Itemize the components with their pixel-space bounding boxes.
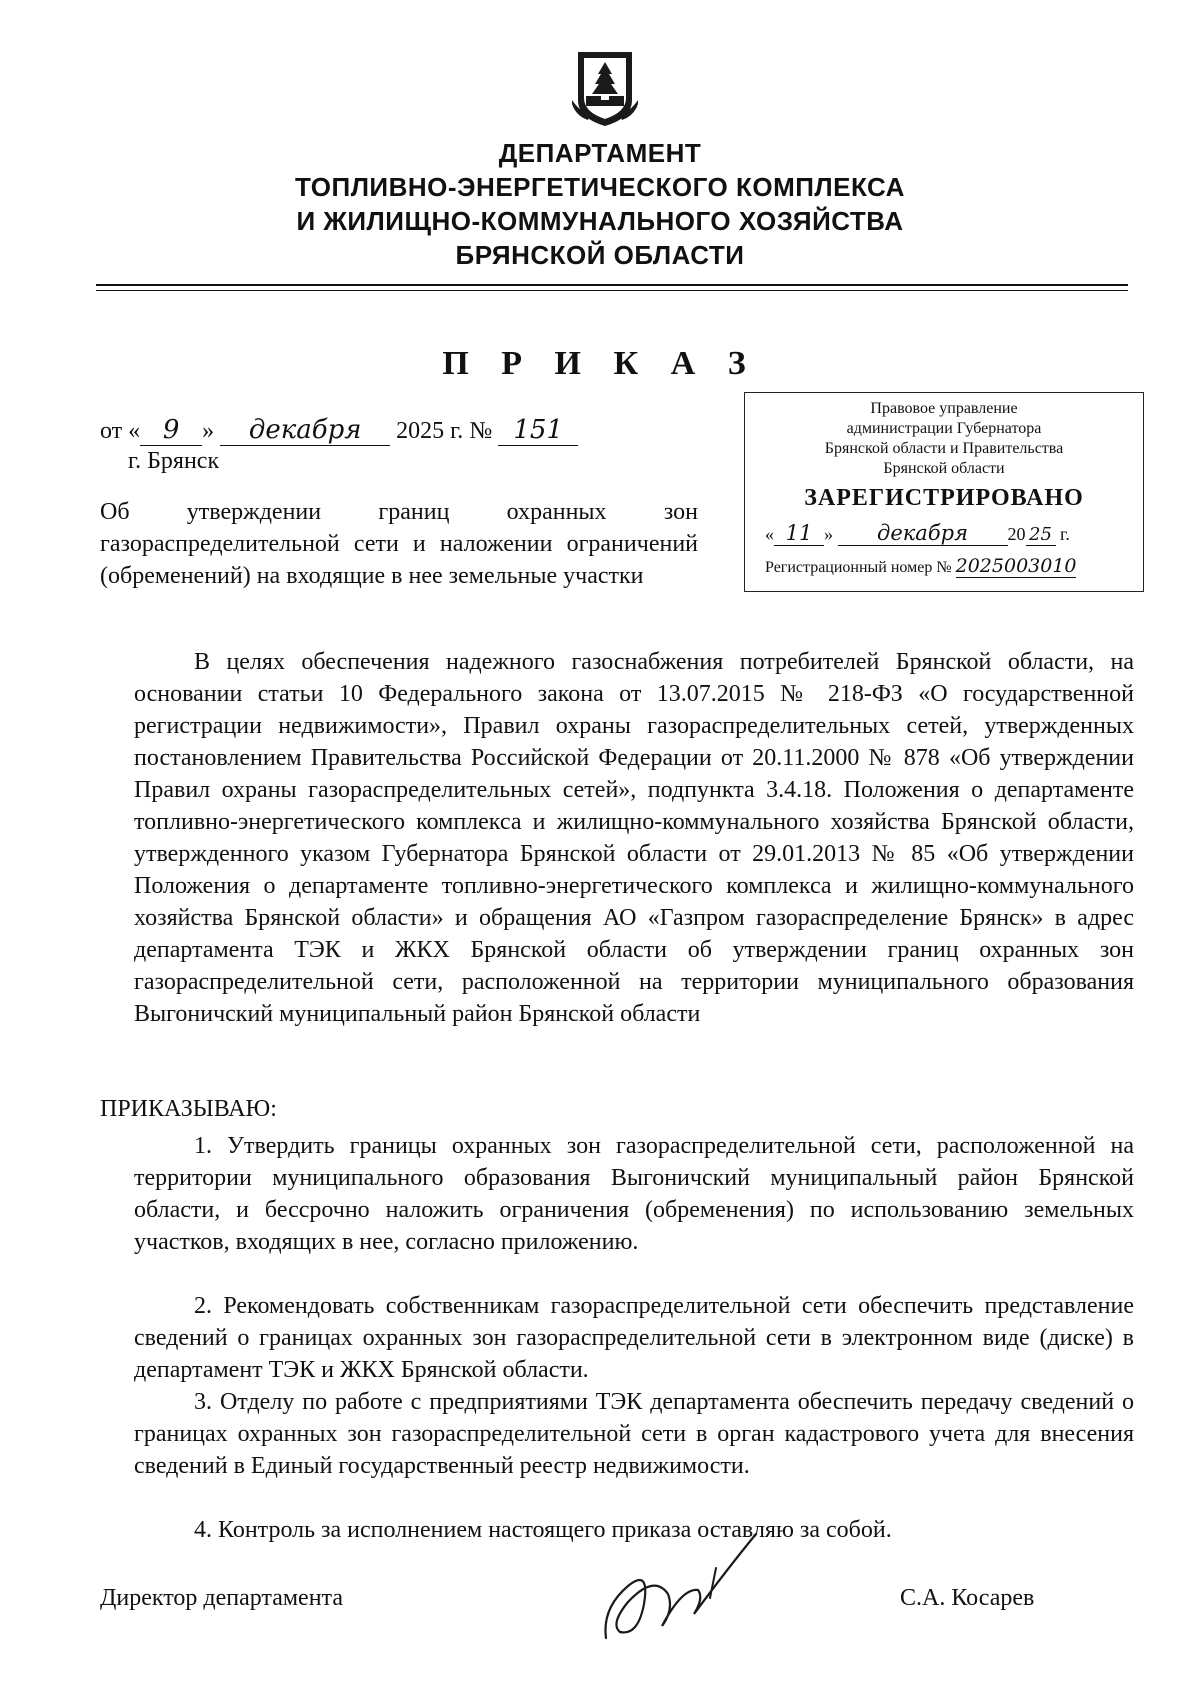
date-month: декабря (220, 415, 390, 446)
stamp-date-open: « (765, 524, 774, 544)
stamp-reg-number-line (765, 555, 1076, 578)
stamp-date (765, 521, 1070, 546)
header-rule-bottom (96, 290, 1128, 291)
department-name-line-3: И ЖИЛИЩНО-КОММУНАЛЬНОГО ХОЗЯЙСТВА (296, 206, 904, 236)
stamp-registered: ЗАРЕГИСТРИРОВАНО (804, 485, 1084, 511)
signature-mark (598, 1528, 768, 1646)
stamp-line: Правовое управление (870, 400, 1018, 417)
date-year: 2025 г. (396, 418, 464, 444)
stamp-year-end: г. (1060, 524, 1070, 544)
city: г. Брянск (128, 448, 220, 474)
coat-of-arms-icon (570, 48, 640, 128)
date-number-line (100, 415, 578, 446)
signatory-position: Директор департамента (100, 1585, 343, 1611)
stamp-reg-label: Регистрационный номер № (765, 559, 952, 576)
header-rule-top (96, 284, 1128, 286)
stamp-authority (745, 399, 1143, 479)
department-name-line-2: ТОПЛИВНО-ЭНЕРГЕТИЧЕСКОГО КОМПЛЕКСА (295, 172, 905, 202)
stamp-month: декабря (838, 521, 1008, 546)
document-subject: Об утверждении границ охранных зон газораспределительной сети и наложении ограничений (обременений) на входящие в нее земельные участки (100, 499, 698, 589)
document-title: П Р И К А З (442, 345, 758, 382)
stamp-line: Брянской области и Правительства (824, 440, 1064, 457)
stamp-date-close: » (824, 524, 833, 544)
stamp-day: 11 (774, 521, 824, 546)
stamp-line: Брянской области (883, 460, 1005, 477)
order-item-3: 3. Отделу по работе с предприятиями ТЭК департамента обеспечить передачу сведений о границах охранных зон газораспределительной сети в орган кадастрового учета для внесения сведений в Единый государственный реестр недвижимости. (134, 1389, 1134, 1479)
department-name-line-1: ДЕПАРТАМЕНТ (498, 138, 702, 168)
order-item-2: 2. Рекомендовать собственникам газораспределительной сети обеспечить представление сведений о границах охранных зон газораспределительной сети в электронном виде (диске) в департамент ТЭК и ЖКХ Брянской области. (134, 1293, 1134, 1383)
order-item-4: 4. Контроль за исполнением настоящего приказа оставляю за собой. (194, 1517, 892, 1543)
preamble-paragraph: В целях обеспечения надежного газоснабжения потребителей Брянской области, на основании статьи 10 Федерального закона от 13.07.2015 № 218-ФЗ «О государственной регистрации недвижимости», Правил охраны газораспределительных сетей, утвержденных постановлением Правительства Российской Федерации от 20.11.2000 № 878 «Об утверждении Правил охраны газораспределительных сетей», подпункта 3.4.18. Положения о департаменте топливно-энергетического комплекса и жилищно-коммунального хозяйства Брянской области, утвержденного указом Губернатора Брянской области от 29.01.2013 № 85 «Об утверждении Положения о департаменте топливно-энергетического комплекса и жилищно-коммунального хозяйства Брянской области» и обращения АО «Газпром газораспределение Брянск» в адрес департамента ТЭК и ЖКХ Брянской области об утверждении границ охранных зон газораспределительной сети, расположенной на территории муниципального образования Выгоничский муниципальный район Брянской области (134, 649, 1134, 1027)
order-word: ПРИКАЗЫВАЮ: (100, 1096, 277, 1122)
order-item-1: 1. Утвердить границы охранных зон газораспределительной сети, расположенной на территории муниципального образования Выгоничский муниципальный район Брянской области, и бессрочно наложить ограничения (обременения) по использованию земельных участков, входящих в нее, согласно приложению. (134, 1133, 1134, 1255)
number-prefix: № (469, 418, 493, 444)
date-day: 9 (140, 415, 202, 446)
stamp-year-suffix: 25 (1026, 524, 1056, 546)
stamp-line: администрации Губернатора (846, 420, 1042, 437)
date-prefix: от « (100, 418, 141, 444)
stamp-year-prefix: 20 (1007, 524, 1026, 544)
date-day-close: » (202, 418, 215, 444)
document-number: 151 (498, 415, 578, 446)
department-name-line-4: БРЯНСКОЙ ОБЛАСТИ (455, 240, 745, 270)
signatory-name: С.А. Косарев (900, 1585, 1035, 1611)
registration-stamp (744, 392, 1144, 592)
stamp-reg-number: 2025003010 (955, 555, 1077, 577)
